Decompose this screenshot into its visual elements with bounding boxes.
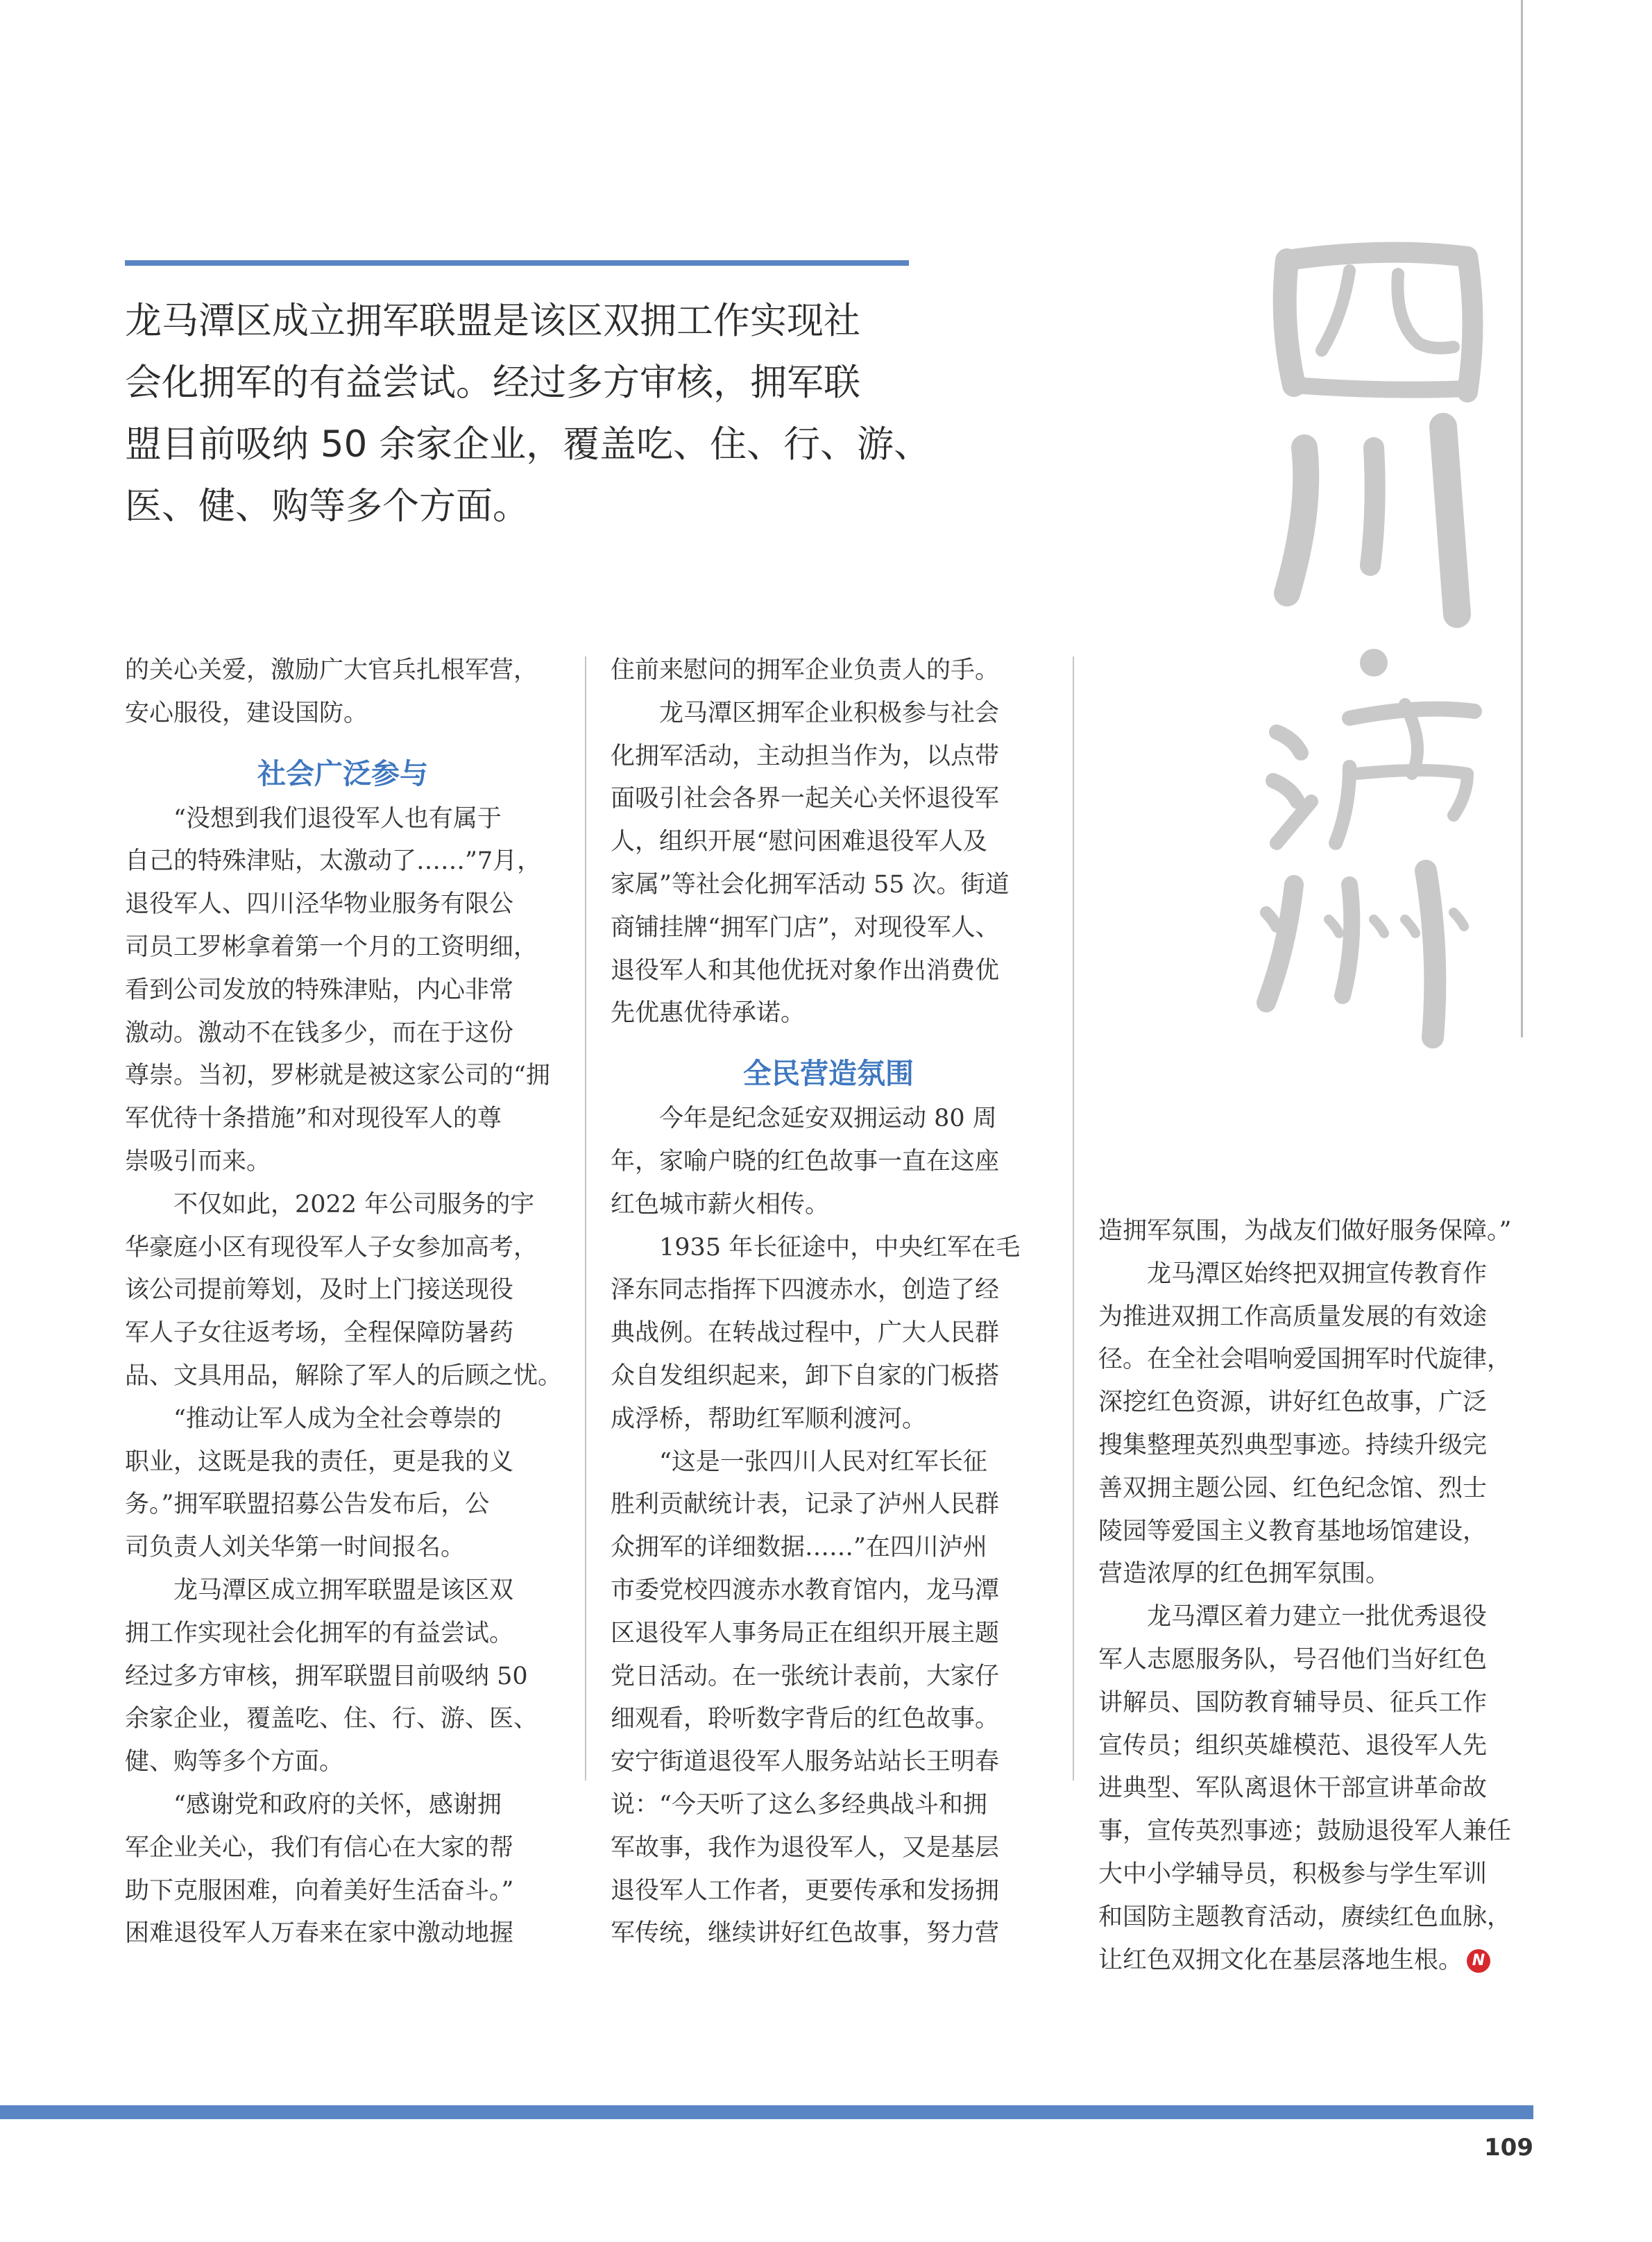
text-line: 让红色双拥文化在基层落地生根。	[1098, 1946, 1463, 1974]
text-line: 军人子女往返考场，全程保障防暑药	[125, 1319, 514, 1348]
text-line: 事，宣传英烈事迹；鼓励退役军人兼任	[1098, 1817, 1512, 1846]
article-column-3	[1098, 1210, 1534, 1982]
text-line: 看到公司发放的特殊津贴，内心非常	[125, 976, 514, 1004]
text-line: 困难退役军人万春来在家中激动地握	[125, 1919, 514, 1948]
text-line: 拥工作实现社会化拥军的有益尝试。	[125, 1619, 514, 1647]
text-line: 搜集整理英烈典型事迹。持续升级完	[1098, 1431, 1488, 1459]
text-line: 大中小学辅导员，积极参与学生军训	[1098, 1860, 1488, 1888]
calligraphy-graphic	[1245, 219, 1523, 1079]
column-divider	[1073, 656, 1074, 1781]
lead-line: 医、健、购等多个方面。	[125, 485, 529, 527]
text-line: 军传统，继续讲好红色故事，努力营	[611, 1919, 1000, 1948]
text-line: 自己的特殊津贴，太激动了……”7月，	[125, 847, 542, 876]
text-line: 激动。激动不在钱多少，而在于这份	[125, 1019, 514, 1047]
section-heading: 社会广泛参与	[257, 756, 428, 790]
lead-line: 龙马潭区成立拥军联盟是该区双拥工作实现社	[125, 300, 860, 342]
text-line: 善双拥主题公园、红色纪念馆、烈士	[1098, 1474, 1488, 1502]
text-line: 退役军人、四川泾华物业服务有限公	[125, 890, 514, 919]
text-line: 崇吸引而来。	[125, 1147, 271, 1175]
article-column-1	[125, 649, 561, 1955]
text-line: “感谢党和政府的关怀，感谢拥	[173, 1790, 502, 1819]
text-line: 红色城市薪火相传。	[611, 1190, 830, 1218]
text-line: 住前来慰问的拥军企业负责人的手。	[611, 656, 1000, 684]
text-line: 安宁街道退役军人服务站站长王明春	[611, 1748, 1000, 1776]
text-line: “没想到我们退役军人也有属于	[173, 804, 502, 833]
text-line: 细观看，聆听数字背后的红色故事。	[611, 1705, 1000, 1733]
text-line: 宣传员；组织英雄模范、退役军人先	[1098, 1731, 1488, 1760]
lead-paragraph	[125, 290, 931, 537]
article-column-2	[611, 649, 1046, 1955]
text-line: 讲解员、国防教育辅导员、征兵工作	[1098, 1688, 1488, 1717]
text-line: 军人志愿服务队，号召他们当好红色	[1098, 1645, 1488, 1674]
text-line: 人，组织开展“慰问困难退役军人及	[611, 828, 987, 856]
text-line: 1935 年长征途中，中央红军在毛	[659, 1233, 1021, 1262]
column-divider	[585, 656, 586, 1781]
text-line: 家属”等社会化拥军活动 55 次。街道	[611, 870, 1010, 899]
article-end-mark-icon: N	[1467, 1949, 1490, 1973]
text-line: 龙马潭区始终把双拥宣传教育作	[1147, 1259, 1488, 1288]
text-line: 为推进双拥工作高质量发展的有效途	[1098, 1302, 1488, 1331]
text-line: 营造浓厚的红色拥军氛围。	[1098, 1560, 1390, 1588]
text-line: 退役军人工作者，更要传承和发扬拥	[611, 1876, 1000, 1905]
text-line: 径。在全社会唱响爱国拥军时代旋律，	[1098, 1345, 1512, 1374]
text-line: 进典型、军队离退休干部宣讲革命故	[1098, 1774, 1488, 1803]
text-line: 众拥军的详细数据……”在四川泸州	[611, 1534, 987, 1562]
text-line: 军故事，我作为退役军人，又是基层	[611, 1833, 1000, 1862]
text-line: 龙马潭区成立拥军联盟是该区双	[173, 1576, 514, 1604]
vertical-calligraphy-title	[1245, 219, 1523, 1079]
text-line: 和国防主题教育活动，赓续红色血脉，	[1098, 1903, 1512, 1931]
text-line: 面吸引社会各界一起关心关怀退役军	[611, 785, 1000, 813]
section-heading: 全民营造氛围	[743, 1057, 914, 1091]
text-line: 深挖红色资源，讲好红色故事，广泛	[1098, 1388, 1488, 1417]
text-line: 军优待十条措施”和对现役军人的尊	[125, 1105, 502, 1133]
text-line: 市委党校四渡赤水教育馆内，龙马潭	[611, 1576, 1000, 1604]
text-line: 务。”拥军联盟招募公告发布后，公	[125, 1491, 490, 1519]
text-line: 成浮桥，帮助红军顺利渡河。	[611, 1404, 927, 1433]
text-line: 龙马潭区着力建立一批优秀退役	[1147, 1603, 1488, 1631]
lead-accent-rule	[125, 260, 909, 266]
lead-line: 会化拥军的有益尝试。经过多方审核，拥军联	[125, 362, 860, 404]
text-line: 助下克服困难，向着美好生活奋斗。”	[125, 1876, 514, 1905]
text-line: 先优惠优待承诺。	[611, 999, 806, 1028]
text-line: 商铺挂牌“拥军门店”，对现役军人、	[611, 913, 1000, 942]
text-line: 今年是纪念延安双拥运动 80 周	[659, 1105, 997, 1133]
text-line: 退役军人和其他优抚对象作出消费优	[611, 956, 1000, 985]
text-line: “推动让军人成为全社会尊崇的	[173, 1404, 502, 1433]
text-line: 余家企业，覆盖吃、住、行、游、医、	[125, 1705, 538, 1733]
text-line: 化拥军活动，主动担当作为，以点带	[611, 742, 1000, 770]
text-line: 不仅如此，2022 年公司服务的宇	[173, 1190, 535, 1218]
text-line: 健、购等多个方面。	[125, 1748, 344, 1776]
text-line: 泽东同志指挥下四渡赤水，创造了经	[611, 1276, 1000, 1305]
text-line: 军企业关心，我们有信心在大家的帮	[125, 1833, 514, 1862]
text-line: 安心服役，建设国防。	[125, 699, 368, 727]
text-line: 说：“今天听了这么多经典战斗和拥	[611, 1790, 987, 1819]
text-line: 经过多方审核，拥军联盟目前吸纳 50	[125, 1662, 528, 1690]
text-line: 造拥军氛围，为战友们做好服务保障。”	[1098, 1217, 1512, 1245]
text-line: “这是一张四川人民对红军长征	[659, 1447, 987, 1476]
text-line: 众自发组织起来，卸下自家的门板搭	[611, 1361, 1000, 1390]
text-line: 司员工罗彬拿着第一个月的工资明细，	[125, 933, 538, 961]
footer-accent-band	[0, 2105, 1533, 2119]
lead-line: 盟目前吸纳 50 余家企业，覆盖吃、住、行、游、	[125, 423, 931, 466]
text-line-last	[1098, 1939, 1534, 1982]
text-line: 的关心关爱，激励广大官兵扎根军营，	[125, 656, 538, 684]
text-line: 陵园等爱国主义教育基地场馆建设，	[1098, 1517, 1488, 1545]
text-line: 尊崇。当初，罗彬就是被这家公司的“拥	[125, 1062, 550, 1090]
text-line: 该公司提前筹划，及时上门接送现役	[125, 1276, 514, 1305]
text-line: 区退役军人事务局正在组织开展主题	[611, 1619, 1000, 1647]
text-line: 龙马潭区拥军企业积极参与社会	[659, 699, 1000, 727]
text-line: 典战例。在转战过程中，广大人民群	[611, 1319, 1000, 1348]
text-line: 品、文具用品，解除了军人的后顾之忧。	[125, 1361, 563, 1390]
text-line: 年，家喻户晓的红色故事一直在这座	[611, 1147, 1000, 1175]
text-line: 党日活动。在一张统计表前，大家仔	[611, 1662, 1000, 1690]
page-number: 109	[1484, 2134, 1533, 2162]
text-line: 华豪庭小区有现役军人子女参加高考，	[125, 1233, 538, 1262]
text-line: 胜利贡献统计表，记录了泸州人民群	[611, 1491, 1000, 1519]
text-line: 职业，这既是我的责任，更是我的义	[125, 1447, 514, 1476]
text-line: 司负责人刘关华第一时间报名。	[125, 1534, 466, 1562]
